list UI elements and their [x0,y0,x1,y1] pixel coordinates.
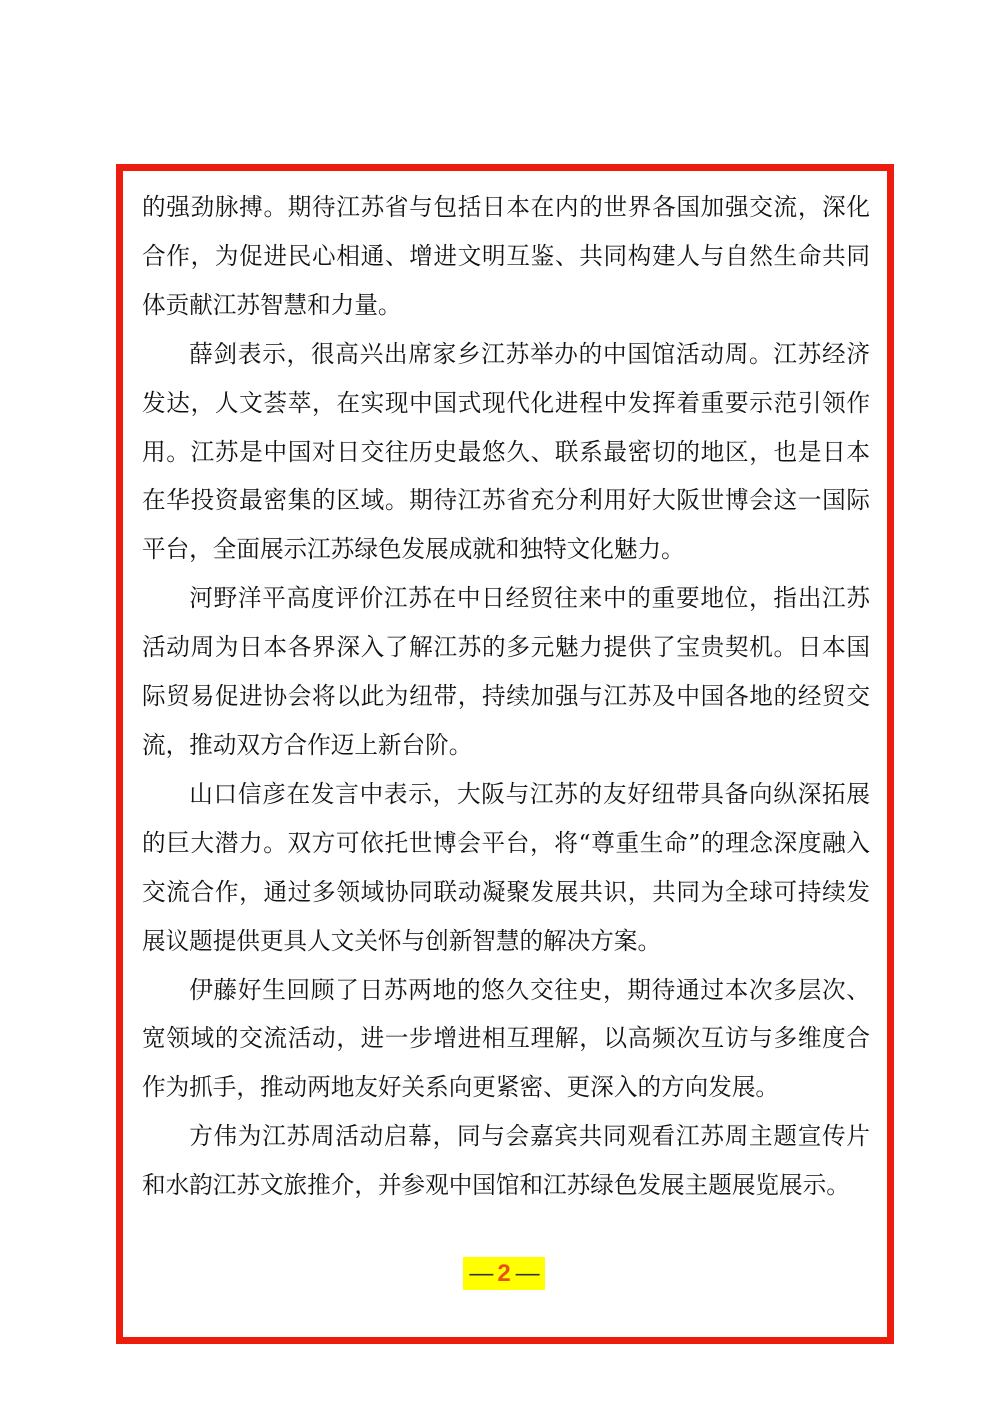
page-number-dash-left: — [469,1259,493,1287]
paragraph-ito-yoshio: 伊藤好生回顾了日苏两地的悠久交往史，期待通过本次多层次、宽领域的交流活动，进一步增进相互理解，以高频次互访与多维度合作为抓手，推动两地友好关系向更紧密、更深入的方向发展。 [142,975,870,1102]
page-number-badge [463,1257,545,1290]
page-number: 2 [497,1259,511,1287]
page-number-dash-right: — [515,1259,539,1287]
document-body [142,183,870,1210]
paragraph-xue-jian: 薛剑表示，很高兴出席家乡江苏举办的中国馆活动周。江苏经济发达，人文荟萃，在实现中国式现代化进程中发挥着重要示范引领作用。江苏是中国对日交往历史最悠久、联系最密切的地区，也是日本在华投资最密集的区域。期待江苏省充分利用好大阪世博会这一国际平台，全面展示江苏绿色发展成就和独特文化魅力。 [142,339,870,564]
paragraph-kono-yohei: 河野洋平高度评价江苏在中日经贸往来中的重要地位，指出江苏活动周为日本各界深入了解江苏的多元魅力提供了宝贵契机。日本国际贸易促进协会将以此为纽带，持续加强与江苏及中国各地的经贸交流，推动双方合作迈上新台阶。 [142,584,870,759]
paragraph-yamaguchi-nobuhiko: 山口信彦在发言中表示，大阪与江苏的友好纽带具备向纵深拓展的巨大潜力。双方可依托世博会平台，将“尊重生命”的理念深度融入交流合作，通过多领域协同联动凝聚发展共识，共同为全球可持续发展议题提供更具人文关怀与创新智慧的解决方案。 [142,779,870,955]
paragraph-fang-wei: 方伟为江苏周活动启幕，同与会嘉宾共同观看江苏周主题宣传片和水韵江苏文旅推介，并参观中国馆和江苏绿色发展主题展览展示。 [142,1122,870,1200]
red-border-frame [116,164,894,1344]
paragraph-continuation: 的强劲脉搏。期待江苏省与包括日本在内的世界各国加强交流，深化合作，为促进民心相通、增进文明互鉴、共同构建人与自然生命共同体贡献江苏智慧和力量。 [142,193,870,319]
